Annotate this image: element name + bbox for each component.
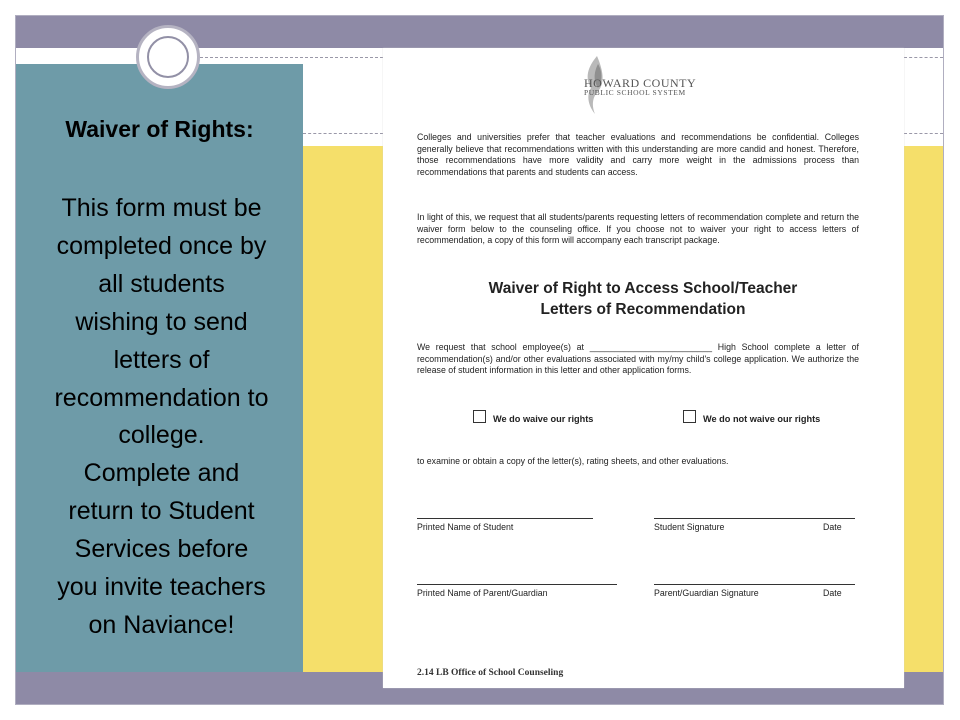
student-name-line xyxy=(417,518,593,519)
body-line: letters of xyxy=(113,345,210,374)
dashed-rule-top xyxy=(200,57,383,58)
school-system-logo xyxy=(584,78,696,98)
dashed-rule-mid xyxy=(303,133,383,134)
body-line: Services before xyxy=(74,535,249,564)
parent-signature-line xyxy=(654,584,855,585)
body-line: return to Student xyxy=(68,497,255,526)
intro-paragraph: Colleges and universities prefer that teacher evaluations and recommendations be confidential. Colleges generally believe that recommendations written with this understanding are more candid and honest. Therefore, those recommendations have more validity and carry more weight in the admissions process than recommendations that parents and students can access. xyxy=(417,132,859,177)
authorization-paragraph: We request that school employee(s) at _________________________ High School complete a letter of recommendation(s) and/or other evaluations associated with my/my child's college application. We authorize the release of student information in this letter and other application forms. xyxy=(417,342,859,375)
logo-line-2: PUBLIC SCHOOL SYSTEM xyxy=(584,88,686,97)
scope-paragraph: to examine or obtain a copy of the letter(s), rating sheets, and other evaluations. xyxy=(417,456,729,466)
option-waive-label: We do waive our rights xyxy=(493,414,594,424)
dashed-rule-mid-right xyxy=(904,133,943,134)
body-line: completed once by xyxy=(56,231,267,260)
body-line: college. xyxy=(118,421,205,450)
dashed-rule-top-right xyxy=(904,57,943,58)
form-heading xyxy=(403,278,883,320)
slide-title: Waiver of Rights: xyxy=(65,116,254,142)
option-not-waive[interactable] xyxy=(683,410,820,424)
logo-line-1: HOWARD COUNTY xyxy=(584,76,697,90)
checkbox-icon[interactable] xyxy=(683,410,696,423)
request-paragraph: In light of this, we request that all students/parents requesting letters of recommendation complete and return the waiver form below to the counseling office. If you choose not to waiver your right to access letters of recommendation, a copy of this form will accompany each transcript package. xyxy=(417,212,859,245)
slide-body xyxy=(20,190,303,645)
student-signature-line xyxy=(654,518,855,519)
student-signature-label: Student Signature xyxy=(654,522,725,532)
document-footer: 2.14 LB Office of School Counseling xyxy=(417,668,564,678)
option-waive[interactable] xyxy=(473,410,593,424)
parent-name-line xyxy=(417,584,617,585)
body-line: all students xyxy=(98,269,225,298)
date-label: Date xyxy=(823,522,842,532)
parent-signature-label: Parent/Guardian Signature xyxy=(654,588,759,598)
body-line: recommendation to xyxy=(54,383,269,412)
body-line: wishing to send xyxy=(75,307,248,336)
body-line: Complete and xyxy=(83,459,240,488)
decorative-circle-inner xyxy=(147,36,189,78)
decorative-circle-icon xyxy=(136,25,200,89)
date-label: Date xyxy=(823,588,842,598)
printed-name-parent-label: Printed Name of Parent/Guardian xyxy=(417,588,548,598)
body-line: you invite teachers xyxy=(57,573,266,602)
option-not-waive-label: We do not waive our rights xyxy=(703,414,821,424)
body-line: This form must be xyxy=(61,194,262,222)
body-line: on Naviance! xyxy=(88,610,235,639)
waiver-form-document xyxy=(383,48,904,688)
heading-line-1: Waiver of Right to Access School/Teacher xyxy=(488,280,798,297)
checkbox-icon[interactable] xyxy=(473,410,486,423)
heading-line-2: Letters of Recommendation xyxy=(540,301,746,318)
printed-name-student-label: Printed Name of Student xyxy=(417,522,514,532)
